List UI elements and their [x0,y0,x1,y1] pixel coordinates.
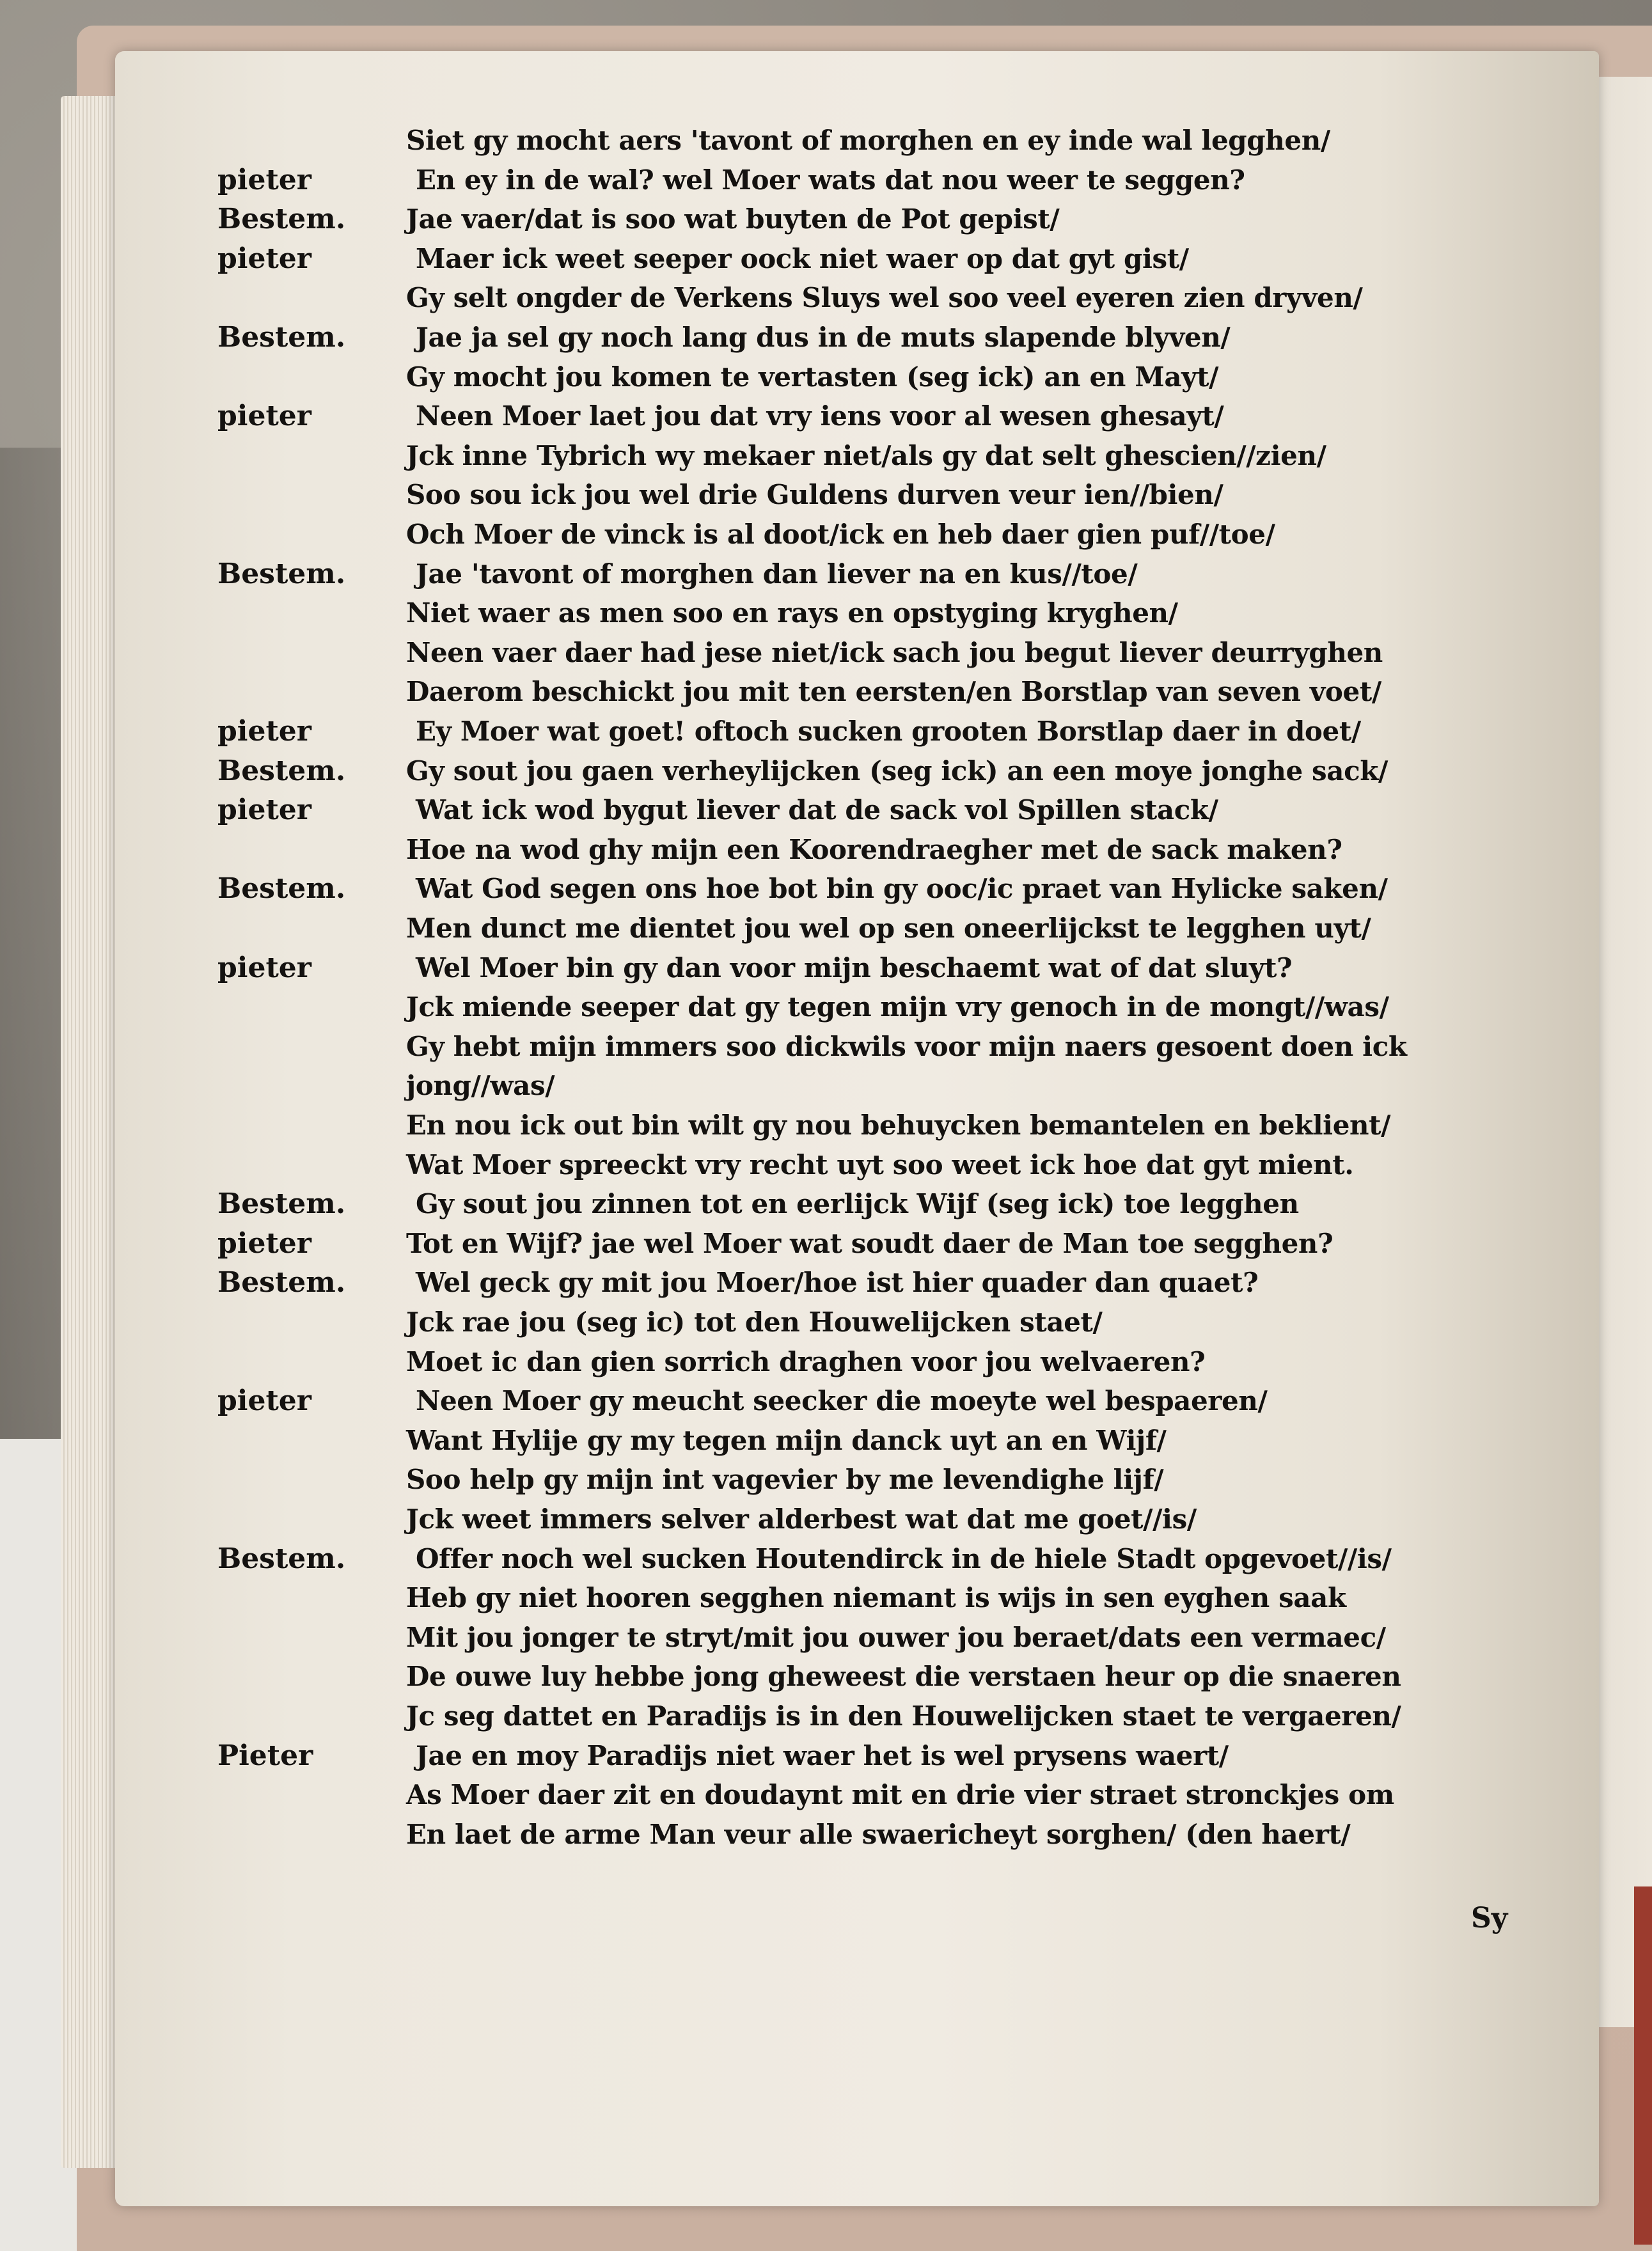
verse-text: Jae ja sel gy noch lang dus in de muts slapende blyven/ [416,322,1231,353]
verse-line [115,1658,1599,1696]
speaker-label: pieter [217,951,311,984]
speaker-label: Bestem. [217,1266,346,1299]
verse-line [115,791,1599,829]
verse-text: Neen vaer daer had jese niet/ick sach jou begut liever deurryghen [406,636,1383,668]
verse-text: Gy selt ongder de Verkens Sluys wel soo veel eyeren zien dryven/ [406,282,1363,314]
speaker-label: pieter [217,400,311,433]
verse-text: Jck inne Tybrich wy mekaer niet/als gy dat selt ghescien//zien/ [406,439,1326,471]
verse-text: Mit jou jonger te stryt/mit jou ouwer jou beraet/dats een vermaec/ [406,1621,1386,1653]
verse-text: Hoe na wod ghy mijn een Koorendraegher met de sack maken? [406,833,1342,865]
verse-text: Siet gy mocht aers 'tavont of morghen en ey inde wal legghen/ [406,125,1330,156]
verse-text: Want Hylije gy my tegen mijn danck uyt an en Wijf/ [406,1424,1167,1456]
verse-line [115,1619,1599,1657]
verse-line [115,1540,1599,1578]
verse-line [115,122,1599,160]
verse-line [115,988,1599,1026]
catchword-line [115,1899,1599,1938]
speaker-label: Bestem. [217,754,346,787]
verse-text: Gy hebt mijn immers soo dickwils voor mijn naers gesoent doen ick [406,1030,1407,1062]
verse-text: Maer ick weet seeper oock niet waer op dat gyt gist/ [416,242,1189,274]
verse-text-block [115,51,1599,2206]
verse-line [115,1737,1599,1775]
verse-line [115,318,1599,357]
verse-line [115,1816,1599,1854]
verse-line [115,1461,1599,1499]
verse-line [115,1422,1599,1460]
verse-text: Men dunct me dientet jou wel op sen oneerlijckst te legghen uyt/ [406,913,1371,944]
verse-line [115,476,1599,514]
verse-line [115,397,1599,435]
speaker-label: Bestem. [217,321,346,354]
verse-text: Och Moer de vinck is al doot/ick en heb daer gien puf//toe/ [406,519,1275,550]
verse-line [115,1146,1599,1184]
verse-line [115,1697,1599,1736]
speaker-label: Bestem. [217,872,346,906]
speaker-label: pieter [217,242,311,275]
verse-text: Heb gy niet hooren segghen niemant is wijs in sen eyghen saak [406,1582,1346,1614]
verse-line [115,949,1599,987]
verse-text: Neen Moer laet jou dat vry iens voor al wesen ghesayt/ [416,400,1224,432]
speaker-label: Bestem. [217,203,346,236]
verse-line [115,1028,1599,1066]
speaker-label: Pieter [217,1739,313,1772]
verse-line [115,1067,1599,1105]
speaker-label: pieter [217,1384,311,1418]
speaker-label: Bestem. [217,1188,346,1221]
verse-text: Gy mocht jou komen te vertasten (seg ick) an en Mayt/ [406,361,1219,393]
verse-text: En ey in de wal? wel Moer wats dat nou weer te seggen? [416,164,1245,196]
book-page [115,51,1599,2206]
verse-line [115,437,1599,475]
verse-text: Niet waer as men soo en rays en opstyging kryghen/ [406,597,1178,629]
verse-text: En laet de arme Man veur alle swaericheyt sorghen/ (den haert/ [406,1818,1351,1850]
verse-text: Jck rae jou (seg ic) tot den Houwelijcken staet/ [406,1306,1103,1338]
verse-line [115,594,1599,632]
verse-line [115,358,1599,396]
verse-line [115,240,1599,278]
verse-line [115,712,1599,751]
verse-text: Soo sou ick jou wel drie Guldens durven veur ien//bien/ [406,479,1223,511]
verse-text: De ouwe luy hebbe jong gheweest die verstaen heur op die snaeren [406,1661,1401,1693]
verse-text: Wel geck gy mit jou Moer/hoe ist hier quader dan quaet? [416,1267,1259,1299]
speaker-label: pieter [217,163,311,196]
verse-text: Jae 'tavont of morghen dan liever na en kus//toe/ [416,558,1138,590]
verse-text: Soo help gy mijn int vagevier by me levendighe lijf/ [406,1464,1164,1496]
verse-line [115,1106,1599,1145]
verse-line [115,1382,1599,1420]
verse-line [115,1303,1599,1342]
verse-text: jong//was/ [406,1070,555,1102]
verse-text: Neen Moer gy meucht seecker die moeyte wel bespaeren/ [416,1385,1268,1417]
book-binding-red-edge [1634,1886,1652,2245]
verse-line [115,673,1599,711]
verse-text: Moet ic dan gien sorrich draghen voor jou welvaeren? [406,1345,1206,1377]
verse-text: Jae vaer/dat is soo wat buyten de Pot gepist/ [406,203,1060,235]
verse-line [115,831,1599,869]
verse-line [115,1264,1599,1302]
speaker-label: Bestem. [217,1542,346,1575]
speaker-label: Bestem. [217,557,346,590]
verse-text: Wel Moer bin gy dan voor mijn beschaemt wat of dat sluyt? [416,952,1293,984]
verse-line [115,1225,1599,1263]
verse-line [115,1343,1599,1381]
verse-text: Jck weet immers selver alderbest wat dat me goet//is/ [406,1503,1197,1535]
verse-line [115,515,1599,554]
verse-text: Offer noch wel sucken Houtendirck in de hiele Stadt opgevoet//is/ [416,1542,1392,1574]
speaker-label: pieter [217,1227,311,1260]
verse-text: Ey Moer wat goet! oftoch sucken grooten Borstlap daer in doet/ [416,716,1361,747]
verse-line [115,161,1599,200]
speaker-label: pieter [217,794,311,827]
verse-line [115,1500,1599,1539]
speaker-label: pieter [217,715,311,748]
verse-text: Daerom beschickt jou mit ten eersten/en Borstlap van seven voet/ [406,676,1381,708]
verse-text: As Moer daer zit en doudaynt mit en drie vier straet stronckjes om [406,1779,1394,1811]
catchword: Sy [1471,1902,1508,1934]
verse-line [115,870,1599,908]
verse-line [115,200,1599,239]
verse-text: Tot en Wijf? jae wel Moer wat soudt daer de Man toe segghen? [406,1227,1333,1259]
verse-text: Jc seg dattet en Paradijs is in den Houwelijcken staet te vergaeren/ [406,1700,1401,1732]
verse-line [115,909,1599,948]
verse-line [115,1185,1599,1223]
verse-line [115,1579,1599,1617]
verse-text: Wat Moer spreeckt vry recht uyt soo weet ick hoe dat gyt mient. [406,1149,1354,1180]
verse-line [115,1776,1599,1814]
verse-text: Wat God segen ons hoe bot bin gy ooc/ic praet van Hylicke saken/ [416,873,1388,905]
verse-text: En nou ick out bin wilt gy nou behuycken bemantelen en beklient/ [406,1110,1391,1141]
verse-line [115,279,1599,317]
verse-text: Wat ick wod bygut liever dat de sack vol Spillen stack/ [416,794,1218,826]
verse-text: Jck miende seeper dat gy tegen mijn vry genoch in de mongt//was/ [406,991,1389,1023]
verse-text: Gy sout jou zinnen tot en eerlijck Wijf (seg ick) toe legghen [416,1188,1299,1220]
verse-line [115,555,1599,593]
verse-line [115,752,1599,790]
verse-text: Gy sout jou gaen verheylijcken (seg ick) an een moye jonghe sack/ [406,755,1388,787]
verse-line [115,634,1599,672]
verse-text: Jae en moy Paradijs niet waer het is wel prysens waert/ [416,1739,1229,1771]
